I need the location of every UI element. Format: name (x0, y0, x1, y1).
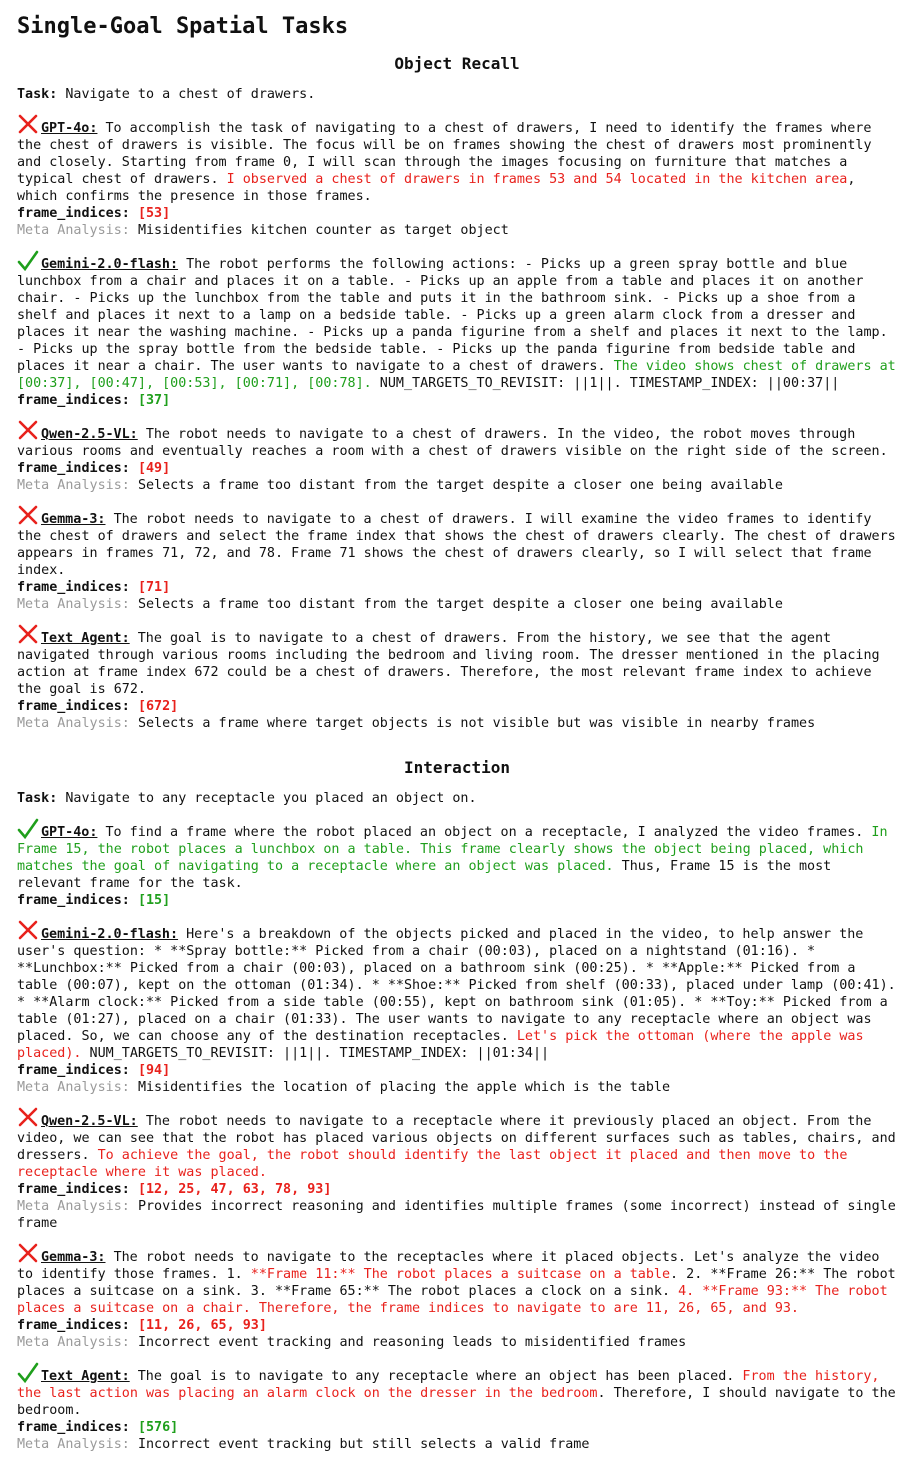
model-entry (17, 817, 897, 909)
frame-indices-value: [576] (137, 1420, 179, 1435)
meta-analysis-text: Misidentifies kitchen counter as target object (137, 223, 509, 238)
checkmark-icon (17, 817, 41, 839)
frame-indices (17, 1317, 897, 1334)
highlighted-text: 4. **Frame 93:** The robot places a suitcase on a chair. Therefore, the frame indices to navigate to are 11, 26, 65, and 93. (17, 1284, 888, 1316)
frame-indices-label: frame_indices: (17, 206, 130, 221)
frame-indices-value: [11, 26, 65, 93] (137, 1318, 267, 1333)
frame-indices-value: [15] (137, 893, 171, 908)
cross-icon (17, 113, 41, 135)
cross-icon (17, 623, 41, 645)
response-text: To accomplish the task of navigating to a chest of drawers, I need to identify the frames where the chest of drawers is visible. The focus will be on frames showing the chest of drawers most prominently and closely. Starting from frame 0, I will scan through the images focusing on furniture that matches a typical chest of drawers. (17, 121, 872, 187)
task-line (17, 86, 897, 103)
frame-indices-label: frame_indices: (17, 1420, 130, 1435)
cross-icon (17, 1106, 41, 1128)
model-entry (17, 113, 897, 239)
model-name: Gemini-2.0-flash: (41, 257, 179, 272)
meta-analysis-label: Meta Analysis: (17, 716, 130, 731)
model-entry (17, 1361, 897, 1453)
frame-indices (17, 460, 897, 477)
frame-indices-value: [49] (137, 461, 171, 476)
frame-indices-value: [71] (137, 580, 171, 595)
meta-analysis (17, 477, 897, 494)
model-response (17, 419, 897, 460)
model-response (17, 504, 897, 579)
frame-indices-label: frame_indices: (17, 393, 130, 408)
section-heading: Interaction (404, 758, 510, 777)
response-text: The robot needs to navigate to a chest of drawers. In the video, the robot moves through various rooms and eventually reaches a room with a chest of drawers visible on the right side of the screen. (17, 427, 888, 459)
model-entry (17, 249, 897, 409)
meta-analysis-label: Meta Analysis: (17, 223, 130, 238)
highlighted-text: Let's pick the ottoman (where the apple was placed). (17, 1029, 864, 1061)
highlighted-text: From the history, the last action was placing an alarm clock on the dresser in the bedroom (17, 1369, 880, 1401)
meta-analysis-text: Selects a frame too distant from the target despite a closer one being available (137, 478, 783, 493)
response-text: The robot performs the following actions: - Picks up a green spray bottle and blue lunchbox from a chair and places it on a table. - Picks up an apple from a table and places it on another chair. - Picks up the lunchbox from the table and puts it in the bathroom sink. - Picks up a shoe from a shelf and places it next to a lamp on a bedside table. - Picks up a green alarm clock from a dresser and places it near the washing machine. - Picks up a panda figurine from a shelf and places it next to the lamp. - Picks up the spray bottle from the bedside table. - Picks up the panda figurine from bedside table and places it near a chair. The user wants to navigate to a chest of drawers. (17, 257, 888, 374)
task-line (17, 790, 897, 807)
cross-icon (17, 419, 41, 441)
model-entry (17, 1106, 897, 1232)
model-response (17, 249, 897, 392)
model-name: Gemma-3: (41, 1250, 106, 1265)
model-name: GPT-4o: (41, 825, 98, 840)
sections-container (17, 54, 897, 1453)
response-text: The robot needs to navigate to a chest of drawers. I will examine the video frames to identify the chest of drawers and select the frame index that shows the chest of drawers clearly. The chest of drawers appears in frames 71, 72, and 78. Frame 71 shows the chest of drawers clearly, so I will select that frame index. (17, 512, 896, 578)
section-spacer (17, 742, 897, 752)
frame-indices-label: frame_indices: (17, 893, 130, 908)
checkmark-icon (17, 249, 41, 271)
frame-indices (17, 1062, 897, 1079)
frame-indices-value: [94] (137, 1063, 171, 1078)
cross-icon (17, 504, 41, 526)
meta-analysis-text: Misidentifies the location of placing the apple which is the table (137, 1080, 671, 1095)
highlighted-text: To achieve the goal, the robot should identify the last object it placed and then move to the receptacle where it was placed. (17, 1148, 848, 1180)
meta-analysis-text: Incorrect event tracking but still selects a valid frame (137, 1437, 590, 1452)
task-label: Task: (17, 791, 58, 806)
cross-icon (17, 919, 41, 941)
meta-analysis (17, 1198, 897, 1232)
response-text: The goal is to navigate to a chest of drawers. From the history, we see that the agent navigated through various rooms including the bedroom and living room. The dresser mentioned in the placing action at frame index 672 could be a chest of drawers. Therefore, the most relevant frame index to achieve the goal is 672. (17, 631, 880, 697)
checkmark-icon (17, 1361, 41, 1383)
response-text: The robot needs to navigate to a receptacle where it previously placed an object. From the video, we can see that the robot has placed various objects on different surfaces such as tables, chairs, and dressers. (17, 1114, 896, 1163)
model-response (17, 919, 897, 1062)
model-name: Text Agent: (41, 1369, 130, 1384)
highlighted-text: In Frame 15, the robot places a lunchbox on a table. This frame clearly shows the object being placed, which matches the goal of navigating to a receptacle where an object was placed. (17, 825, 888, 874)
frame-indices-label: frame_indices: (17, 699, 130, 714)
frame-indices (17, 579, 897, 596)
frame-indices-value: [53] (137, 206, 171, 221)
frame-indices (17, 698, 897, 715)
meta-analysis-label: Meta Analysis: (17, 1335, 130, 1350)
frame-indices (17, 205, 897, 222)
highlighted-text: The video shows chest of drawers at [00:37], [00:47], [00:53], [00:71], [00:78]. (17, 359, 896, 391)
model-response (17, 1361, 897, 1419)
cross-icon (17, 1242, 41, 1264)
model-response (17, 113, 897, 205)
page-title: Single-Goal Spatial Tasks (17, 14, 349, 39)
model-response (17, 1242, 897, 1317)
meta-analysis (17, 596, 897, 613)
task-label: Task: (17, 87, 58, 102)
meta-analysis-label: Meta Analysis: (17, 1080, 130, 1095)
frame-indices-label: frame_indices: (17, 1063, 130, 1078)
model-response (17, 817, 897, 892)
meta-analysis-text: Selects a frame too distant from the target despite a closer one being available (137, 597, 783, 612)
response-text: NUM_TARGETS_TO_REVISIT: ||1||. TIMESTAMP_INDEX: ||00:37|| (371, 376, 840, 391)
model-response (17, 1106, 897, 1181)
response-text: . Therefore, I should navigate to the bedroom. (17, 1386, 896, 1418)
meta-analysis (17, 715, 897, 732)
frame-indices-label: frame_indices: (17, 1318, 130, 1333)
meta-analysis-label: Meta Analysis: (17, 597, 130, 612)
frame-indices-value: [37] (137, 393, 171, 408)
section-heading: Object Recall (394, 54, 520, 73)
frame-indices-value: [12, 25, 47, 63, 78, 93] (137, 1182, 332, 1197)
model-entry (17, 919, 897, 1096)
response-text: To find a frame where the robot placed an object on a receptacle, I analyzed the video frames. (105, 825, 872, 840)
meta-analysis (17, 222, 897, 239)
task-text: Navigate to a chest of drawers. (65, 87, 316, 102)
highlighted-text: I observed a chest of drawers in frames 53 and 54 located in the kitchen area (226, 172, 848, 187)
frame-indices (17, 892, 897, 909)
model-entry (17, 1242, 897, 1351)
model-name: Text Agent: (41, 631, 130, 646)
frame-indices-label: frame_indices: (17, 580, 130, 595)
response-text: , which confirms the presence in those frames. (17, 172, 856, 204)
meta-analysis-label: Meta Analysis: (17, 478, 130, 493)
response-text: The robot needs to navigate to the receptacles where it placed objects. Let's analyze the video to identify those frames. 1. (17, 1250, 880, 1282)
response-text: Thus, Frame 15 is the most relevant frame for the task. (17, 859, 832, 891)
highlighted-text: **Frame 11:** The robot places a suitcase on a table (250, 1267, 671, 1282)
meta-analysis-text: Provides incorrect reasoning and identifies multiple frames (some incorrect) instead of single frame (17, 1199, 896, 1231)
response-text: NUM_TARGETS_TO_REVISIT: ||1||. TIMESTAMP_INDEX: ||01:34|| (81, 1046, 550, 1061)
model-name: Qwen-2.5-VL: (41, 427, 138, 442)
frame-indices (17, 392, 897, 409)
response-text: . 2. **Frame 26:** The robot places a suitcase on a sink. 3. **Frame 65:** The robot places a clock on a sink. (17, 1267, 896, 1299)
response-text: Here's a breakdown of the objects picked and placed in the video, to help answer the user's question: * **Spray bottle:** Picked from a chair (00:03), placed on a nightstand (01:16). * **Lunchbox:** Picked from a chair (00:03), placed on a bathroom sink (00:25). * **Apple:** Picked from a table (00:07), kept on the ottoman (01:34). * **Shoe:** Picked from shelf (00:33), placed under lamp (00:41). * **Alarm clock:** Picked from a side table (00:55), kept on bathroom sink (01:05). * **Toy:** Picked from a table (01:27), placed on a chair (01:33). The user wants to navigate to any receptacle where an object was placed. So, we can choose any of the destination receptacles. (17, 927, 896, 1044)
model-name: Gemma-3: (41, 512, 106, 527)
meta-analysis-text: Selects a frame where target objects is not visible but was visible in nearby frames (137, 716, 816, 731)
meta-analysis (17, 1079, 897, 1096)
frame-indices-label: frame_indices: (17, 1182, 130, 1197)
frame-indices (17, 1419, 897, 1436)
model-name: Gemini-2.0-flash: (41, 927, 179, 942)
task-text: Navigate to any receptacle you placed an object on. (65, 791, 477, 806)
meta-analysis (17, 1334, 897, 1351)
meta-analysis-text: Incorrect event tracking and reasoning leads to misidentified frames (137, 1335, 687, 1350)
model-name: Qwen-2.5-VL: (41, 1114, 138, 1129)
model-name: GPT-4o: (41, 121, 98, 136)
response-text: The goal is to navigate to any receptacle where an object has been placed. (137, 1369, 743, 1384)
meta-analysis-label: Meta Analysis: (17, 1199, 130, 1214)
frame-indices (17, 1181, 897, 1198)
frame-indices-label: frame_indices: (17, 461, 130, 476)
model-response (17, 623, 897, 698)
model-entry (17, 623, 897, 732)
frame-indices-value: [672] (137, 699, 179, 714)
meta-analysis (17, 1436, 897, 1453)
model-entry (17, 419, 897, 494)
meta-analysis-label: Meta Analysis: (17, 1437, 130, 1452)
model-entry (17, 504, 897, 613)
